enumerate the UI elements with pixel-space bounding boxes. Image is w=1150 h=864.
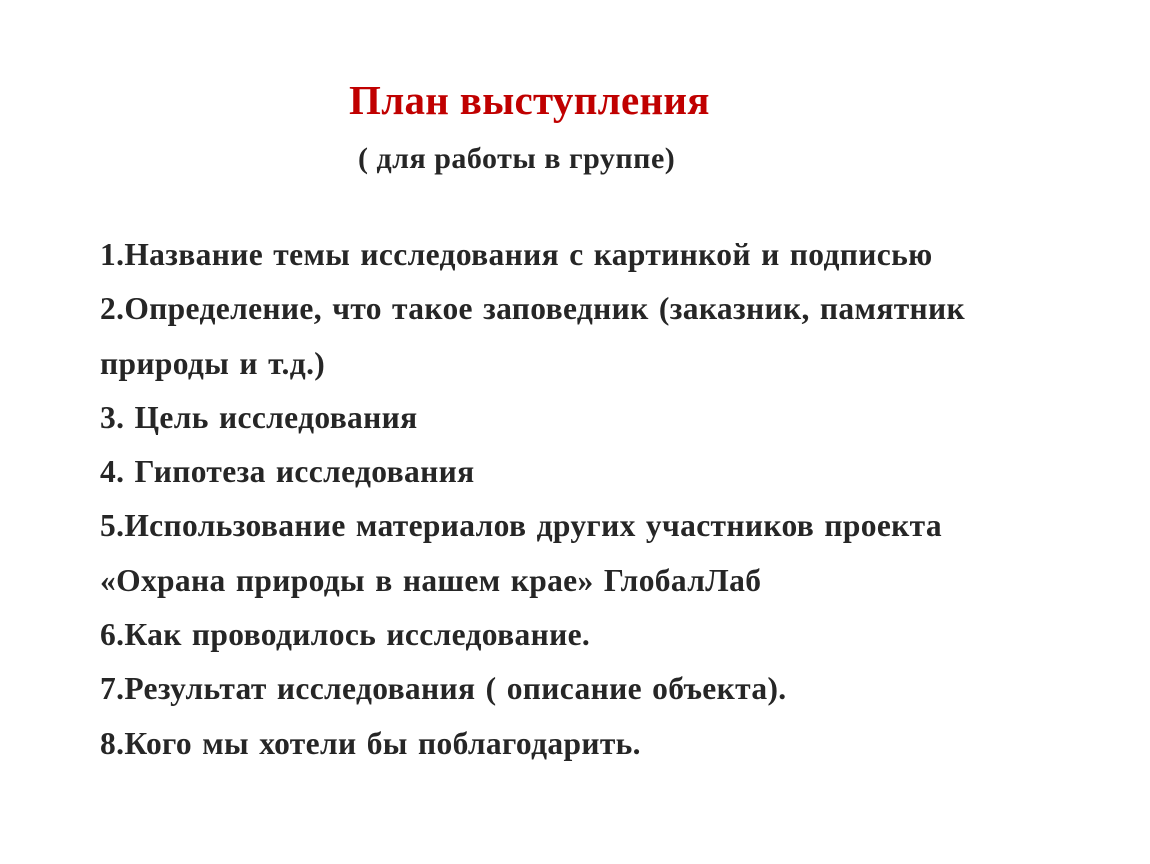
plan-item-3: 3. Цель исследования xyxy=(100,399,418,435)
plan-list xyxy=(100,228,1140,771)
plan-item-6: 6.Как проводилось исследование. xyxy=(100,617,591,653)
plan-item-2: 2.Определение, что такое заповедник (заказник, памятник xyxy=(100,291,966,327)
plan-item-5: 5.Использование материалов других участников проекта xyxy=(100,508,942,544)
slide-title: План выступления xyxy=(349,77,710,123)
plan-item-2-continued: природы и т.д.) xyxy=(100,345,326,381)
plan-item-1: 1.Название темы исследования с картинкой и подписью xyxy=(100,237,933,272)
plan-item-8: 8.Кого мы хотели бы поблагодарить. xyxy=(100,725,641,761)
plan-item-4: 4. Гипотеза исследования xyxy=(100,454,475,490)
slide-subtitle: ( для работы в группе) xyxy=(358,142,676,175)
plan-item-5-continued: «Охрана природы в нашем крае» ГлобалЛаб xyxy=(100,562,762,598)
plan-item-7: 7.Результат исследования ( описание объекта). xyxy=(100,671,787,707)
